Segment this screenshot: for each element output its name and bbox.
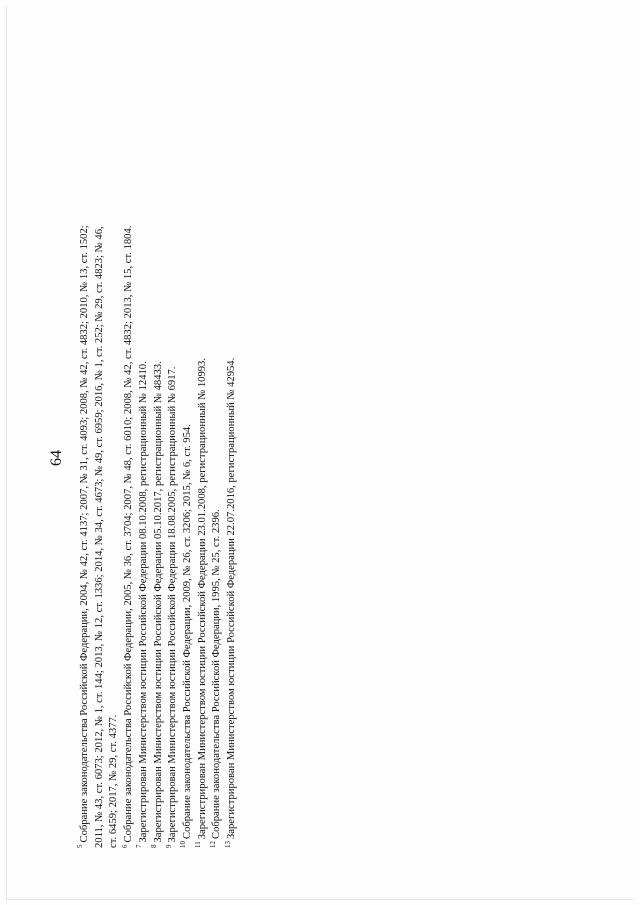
footnote-number: 10: [179, 841, 188, 848]
footnote-number: 6: [120, 844, 129, 848]
footnote-line: [225, 48, 240, 848]
footnote-line: [93, 48, 108, 848]
footnote-number: 9: [164, 844, 173, 848]
footnote-number: 11: [194, 841, 203, 848]
footnote-line: [166, 48, 181, 848]
footnotes-list: [78, 48, 240, 848]
footnote-line: [196, 48, 211, 848]
footnote-number: 8: [149, 844, 158, 848]
footnote-line: [78, 48, 93, 848]
footnote-line: [210, 48, 225, 848]
footnote-text: ст. 6459; 2017, № 29, ст. 4377.: [108, 714, 120, 848]
footnote-text: Зарегистрирован Министерством юстиции Российской Федерации 22.07.2016, регистрационный № 42954.: [226, 357, 238, 839]
footnote-text: Собрание законодательства Российской Федерации, 1995, № 25, ст. 2396.: [211, 509, 223, 839]
rotated-content: [48, 48, 248, 848]
footnote-text: Зарегистрирован Министерством юстиции Российской Федерации 08.10.2008, регистрационный № 12410.: [137, 361, 149, 843]
footnote-text: Собрание законодательства Российской Федерации, 2005, № 36, ст. 3704; 2007, № 48, ст. 6010; 2008, № 42, ст. 4832; 2013, № 15, ст. 1804.: [123, 225, 135, 843]
footnote-text: Зарегистрирован Министерством юстиции Российской Федерации 18.08.2005, регистрационный № 6917.: [167, 366, 179, 843]
footnote-text: Собрание законодательства Российской Федерации, 2004, № 42, ст. 4137; 2007, № 31, ст. 4093; 2008, № 42, ст. 4832; 2010, № 13, ст. 1502;: [79, 225, 90, 843]
footnote-text: Собрание законодательства Российской Федерации, 2009, № 26, ст. 3206; 2015, № 6, ст. 954.: [181, 424, 193, 839]
footnote-line: [149, 48, 167, 848]
footnote-number: 13: [223, 841, 232, 848]
footnote-number: 5: [76, 844, 85, 848]
footnote-number: 7: [135, 844, 144, 848]
page-number: 64: [48, 450, 65, 466]
footnote-text: Зарегистрирован Министерством юстиции Российской Федерации 23.01.2008, регистрационный № 10993.: [196, 358, 208, 840]
footnote-text: 2011, № 43, ст. 6073; 2012, № 1, ст. 144; 2013, № 12, ст. 1336; 2014, № 34, ст. 4673; № 49, ст. 6959; 2016, № 1, ст. 252; № 29, ст. 4823; № 46,: [93, 226, 105, 848]
footnote-line: [181, 48, 196, 848]
footnote-text: Зарегистрирован Министерством юстиции Российской Федерации 05.10.2017, регистрационный № 48433.: [152, 361, 164, 843]
footnote-line: [137, 48, 152, 848]
footnote-line: [107, 48, 122, 848]
footnote-line: [122, 48, 137, 848]
footnote-number: 12: [208, 841, 217, 848]
scan-edge-bottom: [6, 899, 634, 900]
scan-edge-left: [6, 6, 7, 899]
